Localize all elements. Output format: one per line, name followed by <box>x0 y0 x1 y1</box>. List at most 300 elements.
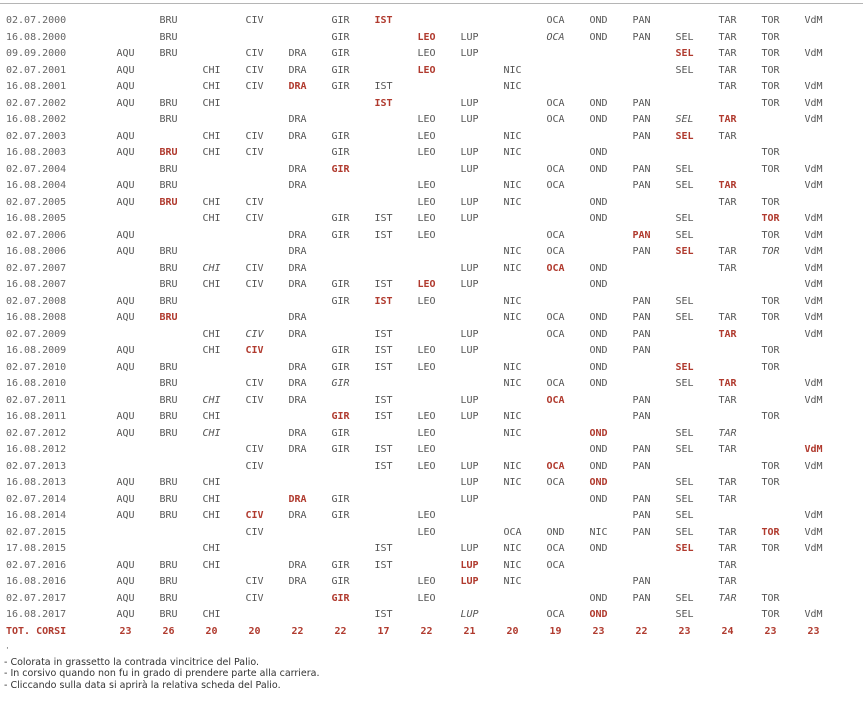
table-row <box>0 46 835 63</box>
empty-cell <box>706 96 749 113</box>
contrada-cell: GIR <box>331 427 350 439</box>
empty-cell <box>577 294 620 311</box>
contrada-cell: VdM <box>804 180 823 192</box>
palio-date-link[interactable]: 16.08.2016 <box>6 576 67 588</box>
palio-date-link[interactable]: 02.07.2011 <box>6 394 67 406</box>
total-count-cell: 22 <box>291 625 304 637</box>
empty-cell <box>190 13 233 30</box>
empty-cell <box>448 294 491 311</box>
contrada-cell: LUP <box>460 262 479 274</box>
contrada-cell: PAN <box>632 526 651 538</box>
empty-cell <box>190 30 233 47</box>
contrada-cell: VdM <box>804 543 823 555</box>
contrada-cell: GIR <box>331 48 350 60</box>
contrada-cell: LEO <box>417 411 436 423</box>
palio-date-link[interactable]: 16.08.2001 <box>6 81 67 93</box>
empty-cell <box>491 228 534 245</box>
contrada-cell: BRU <box>159 31 178 43</box>
empty-cell <box>190 294 233 311</box>
empty-cell <box>362 525 405 542</box>
contrada-cell: BRU <box>159 592 178 604</box>
table-row <box>0 558 835 575</box>
contrada-cell: OND <box>589 345 608 357</box>
palio-date-link[interactable]: 02.07.2006 <box>6 229 67 241</box>
palio-date-link[interactable]: 16.08.2008 <box>6 312 67 324</box>
empty-cell <box>663 145 706 162</box>
contrada-cell: PAN <box>632 510 651 522</box>
contrada-cell: BRU <box>159 609 178 621</box>
empty-cell <box>491 112 534 129</box>
contrada-cell: GIR <box>331 147 350 159</box>
contrada-cell: CHI <box>202 609 221 621</box>
contrada-cell: DRA <box>288 328 307 340</box>
contrada-cell: PAN <box>632 328 651 340</box>
contrada-cell: SEL <box>675 64 694 76</box>
empty-cell <box>147 228 190 245</box>
palio-date-link[interactable]: 02.07.2015 <box>6 526 67 538</box>
palio-date-link[interactable]: 02.07.2008 <box>6 295 67 307</box>
contrada-winner-cell: DRA <box>288 81 307 93</box>
contrada-cell: BRU <box>159 559 178 571</box>
empty-cell <box>147 129 190 146</box>
contrada-cell: IST <box>374 279 393 291</box>
contrada-cell: LEO <box>417 48 436 60</box>
contrada-cell: OCA <box>546 163 565 175</box>
empty-cell <box>233 558 276 575</box>
contrada-cell: PAN <box>632 246 651 258</box>
contrada-cell: BRU <box>159 163 178 175</box>
contrada-absent-cell: CHI <box>202 427 221 439</box>
empty-cell <box>448 360 491 377</box>
palio-date-link[interactable]: 02.07.2002 <box>6 97 67 109</box>
palio-date-link[interactable]: 02.07.2014 <box>6 493 67 505</box>
palio-date-link[interactable]: 02.07.2016 <box>6 559 67 571</box>
contrada-cell: IST <box>374 543 393 555</box>
contrada-cell: SEL <box>675 609 694 621</box>
empty-cell <box>448 13 491 30</box>
empty-cell <box>749 261 792 278</box>
empty-cell <box>448 376 491 393</box>
contrada-cell: AQU <box>116 180 135 192</box>
contrada-winner-cell: SEL <box>675 361 694 373</box>
palio-date-link[interactable]: 16.08.2009 <box>6 345 67 357</box>
contrada-cell: VdM <box>804 97 823 109</box>
contrada-cell: TAR <box>718 31 737 43</box>
contrada-cell: AQU <box>116 196 135 208</box>
contrada-cell: SEL <box>675 477 694 489</box>
contrada-cell: VdM <box>804 460 823 472</box>
contrada-cell: PAN <box>632 592 651 604</box>
table-row <box>0 426 835 443</box>
empty-cell <box>104 393 147 410</box>
empty-cell <box>405 376 448 393</box>
contrada-winner-cell: GIR <box>331 163 350 175</box>
empty-cell <box>706 162 749 179</box>
contrada-cell: AQU <box>116 411 135 423</box>
contrada-cell: TOR <box>761 460 780 472</box>
contrada-cell: BRU <box>159 394 178 406</box>
contrada-cell: GIR <box>331 15 350 27</box>
empty-cell <box>706 459 749 476</box>
contrada-cell: DRA <box>288 444 307 456</box>
palio-date-link[interactable]: 16.08.2013 <box>6 477 67 489</box>
empty-cell <box>448 244 491 261</box>
contrada-cell: GIR <box>331 279 350 291</box>
contrada-cell: TAR <box>718 576 737 588</box>
contrada-cell: IST <box>374 411 393 423</box>
empty-cell <box>620 475 663 492</box>
empty-cell <box>706 211 749 228</box>
contrada-cell: AQU <box>116 361 135 373</box>
contrada-winner-cell: CIV <box>245 510 264 522</box>
contrada-cell: OND <box>589 15 608 27</box>
empty-cell <box>190 162 233 179</box>
table-row <box>0 261 835 278</box>
empty-cell <box>620 211 663 228</box>
contrada-winner-cell: BRU <box>159 196 178 208</box>
table-row <box>0 79 835 96</box>
empty-cell <box>190 112 233 129</box>
contrada-cell: SEL <box>675 378 694 390</box>
contrada-cell: BRU <box>159 295 178 307</box>
contrada-cell: CHI <box>202 147 221 159</box>
empty-cell <box>663 79 706 96</box>
table-row <box>0 525 835 542</box>
empty-cell <box>663 459 706 476</box>
palio-date-link[interactable]: 02.07.2009 <box>6 328 67 340</box>
palio-date-link[interactable]: 02.07.2004 <box>6 163 67 175</box>
empty-cell <box>233 228 276 245</box>
contrada-cell: PAN <box>632 114 651 126</box>
contrada-absent-cell: TOR <box>761 246 780 258</box>
contrada-cell: TAR <box>718 262 737 274</box>
empty-cell <box>104 13 147 30</box>
table-row <box>0 13 835 30</box>
contrada-cell: TOR <box>761 31 780 43</box>
empty-cell <box>319 178 362 195</box>
empty-cell <box>534 409 577 426</box>
contrada-cell: BRU <box>159 180 178 192</box>
empty-cell <box>534 79 577 96</box>
contrada-cell: PAN <box>632 97 651 109</box>
contrada-cell: TAR <box>718 15 737 27</box>
empty-cell <box>534 211 577 228</box>
empty-cell <box>749 112 792 129</box>
empty-cell <box>233 244 276 261</box>
total-count-cell: 23 <box>592 625 605 637</box>
empty-cell <box>448 426 491 443</box>
empty-cell <box>276 541 319 558</box>
empty-cell <box>792 409 835 426</box>
empty-cell <box>276 30 319 47</box>
contrada-cell: CHI <box>202 559 221 571</box>
contrada-cell: OCA <box>546 559 565 571</box>
empty-cell <box>405 607 448 624</box>
contrada-cell: CIV <box>245 196 264 208</box>
note-bold-winner: - Colorata in grassetto la contrada vincitrice del Palio. <box>4 657 260 668</box>
empty-cell <box>362 475 405 492</box>
contrada-winner-cell: IST <box>374 295 393 307</box>
contrada-cell: PAN <box>632 493 651 505</box>
empty-cell <box>577 228 620 245</box>
contrada-cell: PAN <box>632 345 651 357</box>
empty-cell <box>233 409 276 426</box>
empty-cell <box>534 442 577 459</box>
contrada-winner-cell: TAR <box>718 378 737 390</box>
contrada-winner-cell: OCA <box>546 394 565 406</box>
contrada-cell: LEO <box>417 295 436 307</box>
empty-cell <box>362 145 405 162</box>
empty-cell <box>792 195 835 212</box>
total-count-cell: 23 <box>807 625 820 637</box>
palio-date-link[interactable]: 16.08.2004 <box>6 180 67 192</box>
empty-cell <box>663 13 706 30</box>
table-row <box>0 343 835 360</box>
contrada-winner-cell: SEL <box>675 246 694 258</box>
contrada-cell: TAR <box>718 477 737 489</box>
contrada-cell: DRA <box>288 361 307 373</box>
contrada-cell: OCA <box>546 229 565 241</box>
contrada-cell: SEL <box>675 312 694 324</box>
empty-cell <box>534 129 577 146</box>
contrada-cell: SEL <box>675 592 694 604</box>
contrada-cell: NIC <box>503 361 522 373</box>
palio-date-link[interactable]: 16.08.2002 <box>6 114 67 126</box>
contrada-cell: VdM <box>804 510 823 522</box>
palio-date-link[interactable]: 16.08.2003 <box>6 147 67 159</box>
empty-cell <box>276 195 319 212</box>
palio-date-link[interactable]: 02.07.2013 <box>6 460 67 472</box>
empty-cell <box>362 376 405 393</box>
contrada-cell: VdM <box>804 394 823 406</box>
empty-cell <box>405 244 448 261</box>
contrada-cell: TOR <box>761 196 780 208</box>
empty-cell <box>448 508 491 525</box>
contrada-cell: DRA <box>288 180 307 192</box>
contrada-cell: VdM <box>804 213 823 225</box>
empty-cell <box>190 46 233 63</box>
palio-date-link[interactable]: 17.08.2015 <box>6 543 67 555</box>
palio-date-link[interactable]: 16.08.2005 <box>6 213 67 225</box>
empty-cell <box>663 343 706 360</box>
contrada-cell: AQU <box>116 246 135 258</box>
contrada-cell: CIV <box>245 262 264 274</box>
palio-date-link[interactable]: 16.08.2017 <box>6 609 67 621</box>
contrada-winner-cell: GIR <box>331 592 350 604</box>
contrada-cell: AQU <box>116 312 135 324</box>
contrada-cell: AQU <box>116 592 135 604</box>
palio-date-link[interactable]: 09.09.2000 <box>6 48 67 60</box>
contrada-winner-cell: LEO <box>417 64 436 76</box>
contrada-cell: NIC <box>503 427 522 439</box>
contrada-cell: NIC <box>503 543 522 555</box>
contrada-cell: GIR <box>331 81 350 93</box>
empty-cell <box>147 63 190 80</box>
empty-cell <box>405 79 448 96</box>
contrada-winner-cell: TAR <box>718 180 737 192</box>
contrada-cell: OCA <box>546 328 565 340</box>
empty-cell <box>104 162 147 179</box>
table-row <box>0 63 835 80</box>
empty-cell <box>706 228 749 245</box>
empty-cell <box>319 96 362 113</box>
empty-cell <box>362 112 405 129</box>
empty-cell <box>577 244 620 261</box>
contrada-absent-cell: TAR <box>718 592 737 604</box>
palio-date-link[interactable]: 02.07.2001 <box>6 64 67 76</box>
empty-cell <box>491 211 534 228</box>
contrada-cell: GIR <box>331 361 350 373</box>
empty-cell <box>405 541 448 558</box>
empty-cell <box>448 129 491 146</box>
contrada-cell: OCA <box>546 312 565 324</box>
empty-cell <box>534 591 577 608</box>
empty-cell <box>233 607 276 624</box>
contrada-cell: PAN <box>632 444 651 456</box>
empty-cell <box>749 442 792 459</box>
contrada-cell: CHI <box>202 345 221 357</box>
palio-date-link[interactable]: 16.08.2007 <box>6 279 67 291</box>
palio-date-link[interactable]: 16.08.2014 <box>6 510 67 522</box>
palio-date-link[interactable]: 16.08.2012 <box>6 444 67 456</box>
contrada-cell: LEO <box>417 361 436 373</box>
contrada-cell: DRA <box>288 312 307 324</box>
contrada-cell: OND <box>589 213 608 225</box>
empty-cell <box>663 96 706 113</box>
contrada-winner-cell: OND <box>589 427 608 439</box>
contrada-cell: TOR <box>761 229 780 241</box>
palio-date-link[interactable]: 16.08.2010 <box>6 378 67 390</box>
contrada-cell: OND <box>589 592 608 604</box>
empty-cell <box>405 475 448 492</box>
empty-cell <box>190 591 233 608</box>
contrada-cell: GIR <box>331 510 350 522</box>
empty-cell <box>233 492 276 509</box>
contrada-winner-cell: TOR <box>761 213 780 225</box>
empty-cell <box>104 112 147 129</box>
table-row <box>0 228 835 245</box>
empty-cell <box>491 13 534 30</box>
empty-cell <box>749 393 792 410</box>
contrada-cell: AQU <box>116 427 135 439</box>
total-count-cell: 22 <box>420 625 433 637</box>
empty-cell <box>749 574 792 591</box>
contrada-cell: LUP <box>460 543 479 555</box>
contrada-cell: AQU <box>116 48 135 60</box>
table-row <box>0 591 835 608</box>
contrada-cell: TOR <box>761 97 780 109</box>
contrada-cell: BRU <box>159 48 178 60</box>
contrada-cell: IST <box>374 81 393 93</box>
palio-date-link[interactable]: 02.07.2010 <box>6 361 67 373</box>
totals-label: TOT. CORSI <box>6 625 67 637</box>
empty-cell <box>577 409 620 426</box>
contrada-cell: AQU <box>116 493 135 505</box>
palio-date-link[interactable]: 02.07.2007 <box>6 262 67 274</box>
contrada-cell: OND <box>589 196 608 208</box>
palio-date-link[interactable]: 02.07.2005 <box>6 196 67 208</box>
palio-date-link[interactable]: 02.07.2012 <box>6 427 67 439</box>
contrada-cell: PAN <box>632 312 651 324</box>
empty-cell <box>276 145 319 162</box>
palio-date-link[interactable]: 16.08.2011 <box>6 411 67 423</box>
contrada-cell: CIV <box>245 15 264 27</box>
contrada-cell: LEO <box>417 510 436 522</box>
contrada-cell: SEL <box>675 526 694 538</box>
palio-date-link[interactable]: 02.07.2000 <box>6 15 67 27</box>
empty-cell <box>448 178 491 195</box>
contrada-cell: TOR <box>761 295 780 307</box>
empty-cell <box>706 343 749 360</box>
empty-cell <box>749 376 792 393</box>
contrada-winner-cell: LEO <box>417 31 436 43</box>
contrada-cell: VdM <box>804 15 823 27</box>
empty-cell <box>104 541 147 558</box>
contrada-cell: PAN <box>632 295 651 307</box>
empty-cell <box>577 178 620 195</box>
contrada-cell: AQU <box>116 559 135 571</box>
empty-cell <box>190 310 233 327</box>
empty-cell <box>448 442 491 459</box>
contrada-cell: OCA <box>546 378 565 390</box>
contrada-cell: LUP <box>460 460 479 472</box>
contrada-winner-cell: GIR <box>331 411 350 423</box>
contrada-cell: OND <box>589 312 608 324</box>
empty-cell <box>663 558 706 575</box>
empty-cell <box>534 145 577 162</box>
palio-date-link[interactable]: 02.07.2017 <box>6 592 67 604</box>
table-row <box>0 376 835 393</box>
empty-cell <box>491 343 534 360</box>
contrada-cell: TOR <box>761 477 780 489</box>
contrada-cell: TOR <box>761 609 780 621</box>
contrada-cell: GIR <box>331 130 350 142</box>
palio-date-link[interactable]: 02.07.2003 <box>6 130 67 142</box>
empty-cell <box>792 574 835 591</box>
contrada-cell: AQU <box>116 345 135 357</box>
empty-cell <box>319 393 362 410</box>
contrada-cell: CHI <box>202 493 221 505</box>
palio-participation-table <box>0 13 835 640</box>
empty-cell <box>104 327 147 344</box>
contrada-cell: CHI <box>202 97 221 109</box>
empty-cell <box>276 96 319 113</box>
contrada-cell: OCA <box>546 114 565 126</box>
empty-cell <box>147 211 190 228</box>
empty-cell <box>190 525 233 542</box>
contrada-winner-cell: TOR <box>761 526 780 538</box>
contrada-cell: OND <box>589 97 608 109</box>
contrada-cell: NIC <box>503 312 522 324</box>
contrada-cell: BRU <box>159 411 178 423</box>
contrada-cell: TAR <box>718 493 737 505</box>
contrada-cell: NIC <box>503 180 522 192</box>
empty-cell <box>577 46 620 63</box>
empty-cell <box>534 46 577 63</box>
empty-cell <box>491 393 534 410</box>
empty-cell <box>448 525 491 542</box>
palio-date-link[interactable]: 16.08.2000 <box>6 31 67 43</box>
total-count-cell: 23 <box>764 625 777 637</box>
table-row <box>0 129 835 146</box>
empty-cell <box>792 63 835 80</box>
contrada-cell: VdM <box>804 81 823 93</box>
empty-cell <box>534 574 577 591</box>
palio-date-link[interactable]: 16.08.2006 <box>6 246 67 258</box>
contrada-cell: IST <box>374 229 393 241</box>
contrada-cell: NIC <box>503 295 522 307</box>
contrada-cell: NIC <box>503 559 522 571</box>
